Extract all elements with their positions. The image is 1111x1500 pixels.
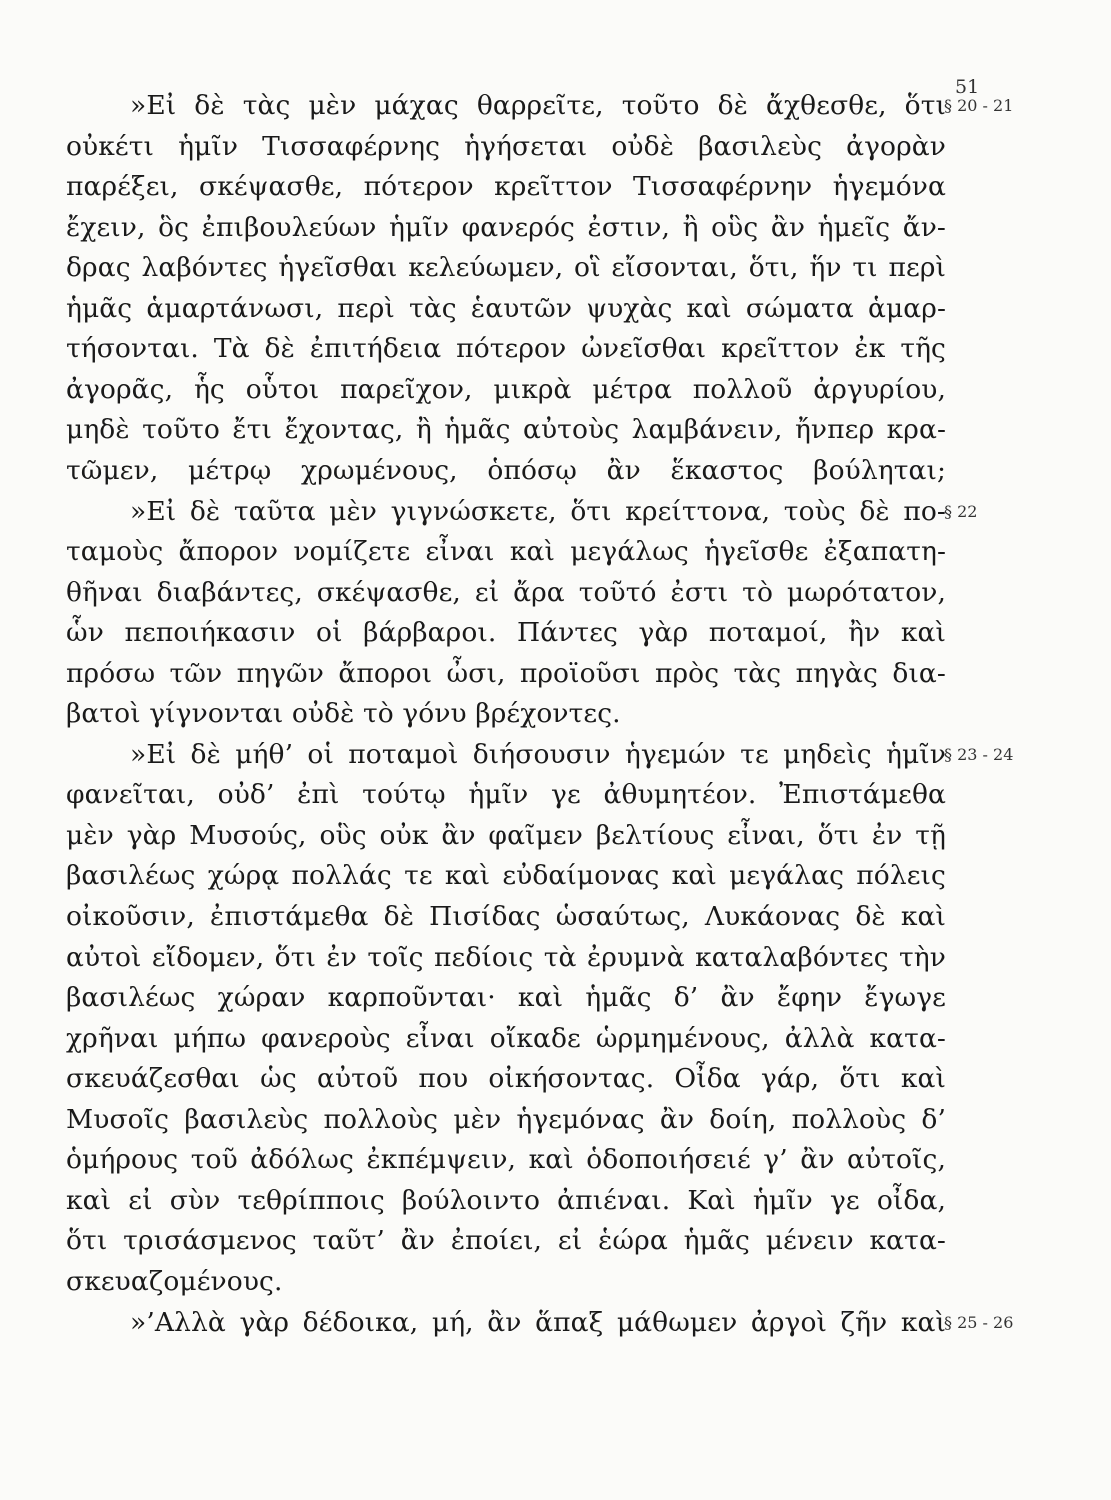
text-line: τῶμεν, μέτρῳ χρωμένους, ὁπόσῳ ἂν ἕκαστος βούληται;: [66, 454, 946, 486]
text-line: ἡμᾶς ἁμαρτάνωσι, περὶ τὰς ἑαυτῶν ψυχὰς καὶ σώματα ἁμαρ-: [66, 292, 946, 324]
section-marker: § 22: [944, 501, 978, 521]
text-line: πρόσω τῶν πηγῶν ἄποροι ὦσι, προϊοῦσι πρὸς τὰς πηγὰς δια-: [66, 657, 946, 689]
text-line: σκευαζομένους.: [66, 1265, 283, 1297]
text-line: αὐτοὶ εἴδομεν, ὅτι ἐν τοῖς πεδίοις τὰ ἐρυμνὰ καταλαβόντες τὴν: [66, 941, 946, 973]
text-line: μηδὲ τοῦτο ἔτι ἔχοντας, ἢ ἡμᾶς αὐτοὺς λαμβάνειν, ἤνπερ κρα-: [66, 414, 946, 446]
text-line: »’Αλλὰ γὰρ δέδοικα, μή, ἂν ἅπαξ μάθωμεν ἀργοὶ ζῆν καὶ: [130, 1306, 946, 1338]
text-line: οἰκοῦσιν, ἐπιστάμεθα δὲ Πισίδας ὡσαύτως, Λυκάονας δὲ καὶ: [66, 901, 946, 932]
text-line: μὲν γὰρ Μυσούς, οὓς οὐκ ἂν φαῖμεν βελτίους εἶναι, ὅτι ἐν τῇ: [66, 819, 946, 851]
text-line: »Εἰ δὲ ταῦτα μὲν γιγνώσκετε, ὅτι κρείττονα, τοὺς δὲ πο-: [130, 495, 946, 527]
text-line: οὐκέτι ἡμῖν Τισσαφέρνης ἡγήσεται οὐδὲ βασιλεὺς ἀγορὰν: [66, 130, 946, 162]
text-line: »Εἰ δὲ τὰς μὲν μάχας θαρρεῖτε, τοῦτο δὲ ἄχθεσθε, ὅτι: [130, 90, 946, 121]
text-line: βασιλέως χώρᾳ πολλάς τε καὶ εὐδαίμονας καὶ μεγάλας πόλεις: [66, 860, 946, 892]
text-line: ταμοὺς ἄπορον νομίζετε εἶναι καὶ μεγάλως ἡγεῖσθε ἐξαπατη-: [66, 536, 946, 568]
text-line: φανεῖται, οὐδ’ ἐπὶ τούτῳ ἡμῖν γε ἀθυμητέον. Ἐπιστάμεθα: [66, 779, 946, 811]
text-line: ὧν πεποιήκασιν οἱ βάρβαροι. Πάντες γὰρ ποταμοί, ἢν καὶ: [66, 617, 946, 649]
text-line: χρῆναι μήπω φανεροὺς εἶναι οἴκαδε ὡρμημένους, ἀλλὰ κατα-: [66, 1022, 946, 1054]
text-line: τήσονται. Τὰ δὲ ἐπιτήδεια πότερον ὠνεῖσθαι κρεῖττον ἐκ τῆς: [66, 333, 946, 365]
page-number: 51: [955, 76, 980, 98]
text-line: θῆναι διαβάντες, σκέψασθε, εἰ ἄρα τοῦτό ἐστι τὸ μωρότατον,: [66, 576, 946, 608]
text-line: Μυσοῖς βασιλεὺς πολλοὺς μὲν ἡγεμόνας ἂν δοίη, πολλοὺς δ’: [66, 1103, 946, 1135]
text-line: καὶ εἰ σὺν τεθρίπποις βούλοιντο ἀπιέναι. Καὶ ἡμῖν γε οἶδα,: [66, 1184, 946, 1216]
text-line: ἀγορᾶς, ἧς οὗτοι παρεῖχον, μικρὰ μέτρα πολλοῦ ἀργυρίου,: [66, 373, 946, 405]
text-line: ὅτι τρισάσμενος ταῦτ’ ἂν ἐποίει, εἰ ἑώρα ἡμᾶς μένειν κατα-: [66, 1225, 946, 1257]
text-line: βατοὶ γίγνονται οὐδὲ τὸ γόνυ βρέχοντες.: [66, 698, 621, 730]
section-marker: § 25 - 26: [944, 1312, 1014, 1332]
text-line: ἔχειν, ὃς ἐπιβουλεύων ἡμῖν φανερός ἐστιν, ἢ οὓς ἂν ἡμεῖς ἄν-: [66, 211, 946, 243]
text-line: παρέξει, σκέψασθε, πότερον κρεῖττον Τισσαφέρνην ἡγεμόνα: [66, 171, 946, 203]
section-marker: § 20 - 21: [944, 96, 1014, 115]
text-line: βασιλέως χώραν καρποῦνται· καὶ ἡμᾶς δ’ ἂν ἔφην ἔγωγε: [66, 982, 946, 1014]
text-line: σκευάζεσθαι ὡς αὐτοῦ που οἰκήσοντας. Οἶδα γάρ, ὅτι καὶ: [66, 1063, 946, 1095]
text-line: »Εἰ δὲ μήθ’ οἱ ποταμοὶ διήσουσιν ἡγεμών τε μηδεὶς ἡμῖν: [130, 738, 946, 770]
text-line: ὁμήρους τοῦ ἀδόλως ἐκπέμψειν, καὶ ὁδοποιήσειέ γ’ ἂν αὐτοῖς,: [66, 1144, 946, 1176]
section-marker: § 23 - 24: [944, 744, 1014, 764]
text-line: δρας λαβόντες ἡγεῖσθαι κελεύωμεν, οἳ εἴσονται, ὅτι, ἥν τι περὶ: [66, 252, 946, 284]
